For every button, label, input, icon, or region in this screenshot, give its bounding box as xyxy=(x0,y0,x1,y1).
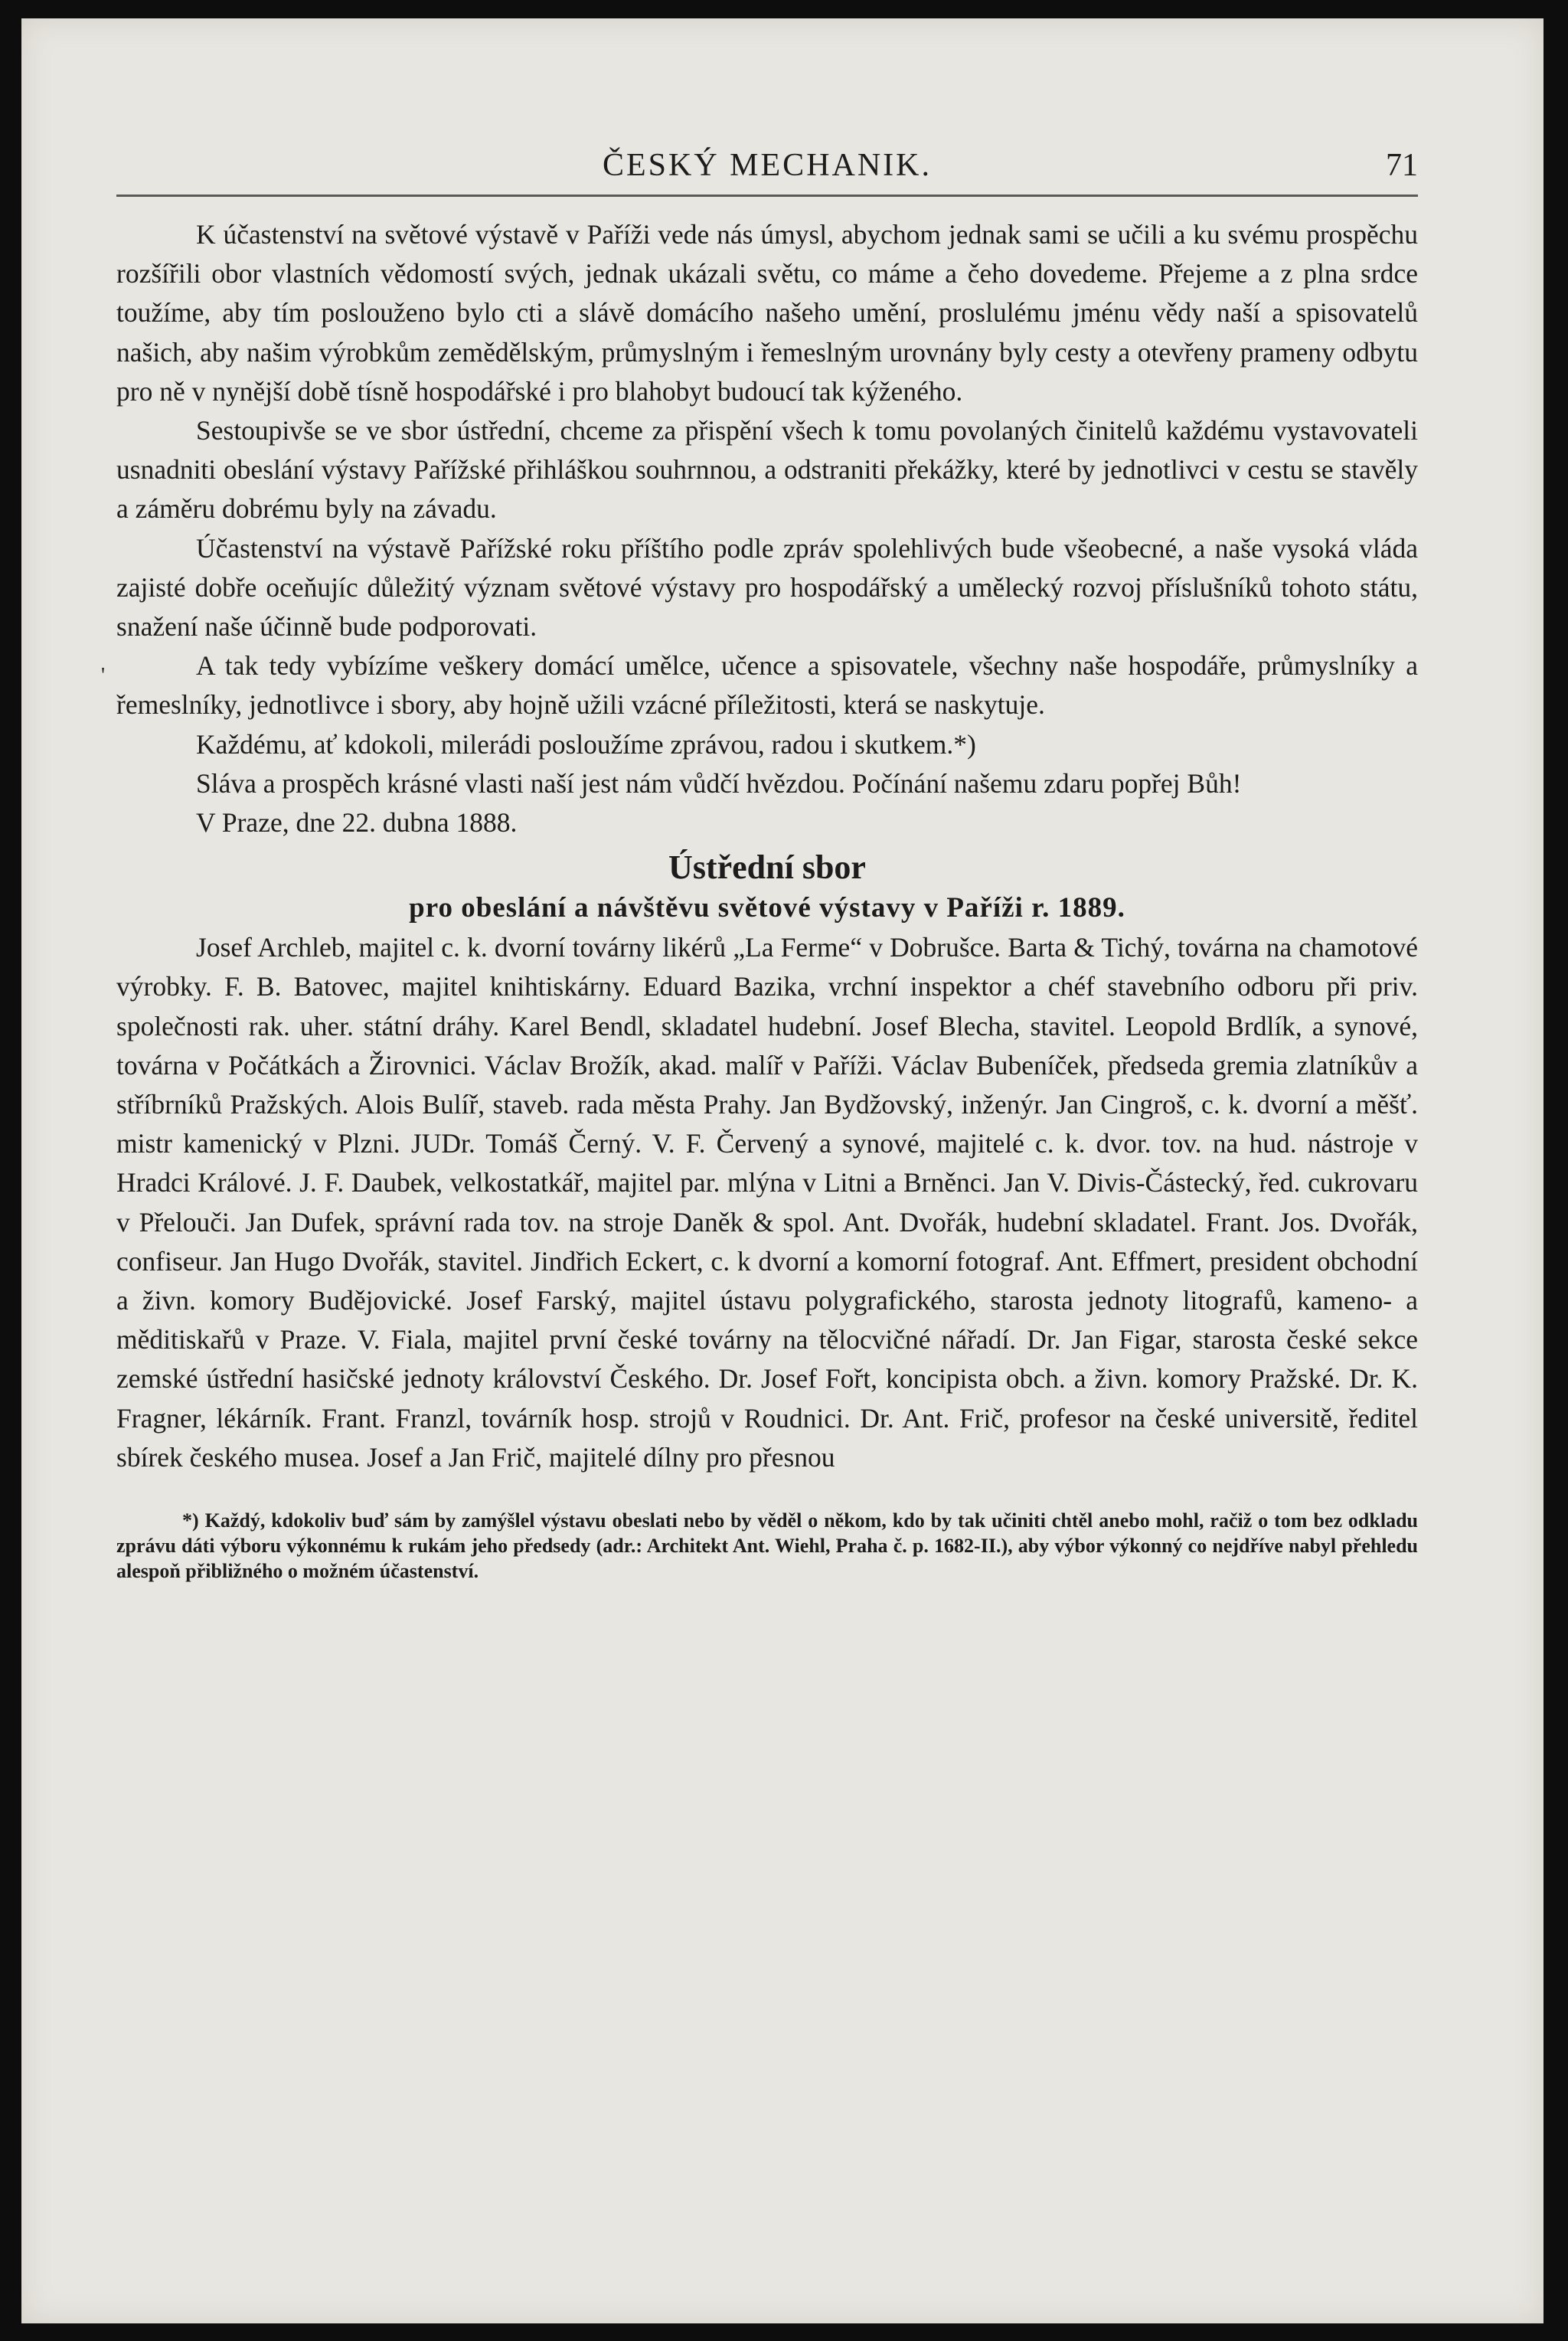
article-body xyxy=(116,215,1418,1477)
paragraph: Každému, ať kdokoli, milerádi posloužíme zprávou, radou i skutkem.*) xyxy=(196,728,976,760)
footnote: *) Každý, kdokoliv buď sám by zamýšlel výstavu obeslati nebo by věděl o někom, kdo by tak učiniti chtěl anebo mohl, račiž o tom bez odkladu zprávu dáti výboru výkonnému k rukám jeho předsedy (adr.: Architekt Ant. Wiehl, Praha č. p. 1682-II.), aby výbor výkonný co nejdříve nabyl přehledu alespoň přibližného o možném účastenství. xyxy=(116,1509,1418,1583)
running-head xyxy=(116,141,1418,197)
paragraph: K účastenství na světové výstavě v Paříži vede nás úmysl, abychom jednak sami se učili a ku svému prospěchu rozšířili obor vlastních vědomostí svých, jednak ukázali světu, co máme a čeho dovedeme. Přejeme a z plna srdce toužíme, aby tím poslouženo bylo cti a slávě domácího našeho umění, proslulému jménu vědy naší a spisovatelů našich, aby našim výrobkům zemědělským, průmyslným i řemeslným urovnány byly cesty a otevřeny prameny odbytu pro ně v nynější době tísně hospodářské i pro blahobyt budoucí tak kýženého. xyxy=(116,219,1418,407)
book-page xyxy=(21,18,1544,2323)
paragraph: Sláva a prospěch krásné vlasti naší jest nám vůdčí hvězdou. Počínání našemu zdaru popřej Bůh! xyxy=(196,767,1242,799)
section-heading: Ústřední sbor xyxy=(668,848,866,887)
paragraph: Sestoupivše se ve sbor ústřední, chceme za přispění všech k tomu povolaných činitelů každému vystavovateli usnadniti obeslání výstavy Pařížské přihláškou souhrnnou, a odstraniti překážky, které by jednotlivci v cestu se stavěly a záměru dobrému byly na závadu. xyxy=(116,415,1418,525)
paragraph: Účastenství na výstavě Pařížské roku příštího podle zpráv spolehlivých bude všeobecné, a naše vysoká vláda zajisté dobře oceňujíc důležitý význam světové výstavy pro hospodářský a umělecký rozvoj příslušníků tohoto státu, snažení naše účinně bude podporovati. xyxy=(116,532,1418,642)
date-line: V Praze, dne 22. dubna 1888. xyxy=(196,807,518,839)
member-list: Josef Archleb, majitel c. k. dvorní továrny likérů „La Ferme“ v Dobrušce. Barta & Tichý, továrna na chamotové výrobky. F. B. Batovec, majitel knihtiskárny. Eduard Bazika, vrchní inspektor a chéf stavebního odboru při priv. společnosti rak. uher. státní dráhy. Karel Bendl, skladatel hudební. Josef Blecha, stavitel. Leopold Brdlík, a synové, továrna v Počátkách a Žirovnici. Václav Brožík, akad. malíř v Paříži. Václav Bubeníček, předseda gremia zlatníkův a stříbrníků Pražských. Alois Bulíř, staveb. rada města Prahy. Jan Bydžovský, inženýr. Jan Cingroš, c. k. dvorní a měšť. mistr kamenický v Plzni. JUDr. Tomáš Černý. V. F. Červený a synové, majitelé c. k. dvor. tov. na hud. nástroje v Hradci Králové. J. F. Daubek, velkostatkář, majitel par. mlýna v Litni a Brněnci. Jan V. Divis-Částecký, řed. cukrovaru v Přelouči. Jan Dufek, správní rada tov. na stroje Daněk & spol. Ant. Dvořák, hudební skladatel. Frant. Jos. Dvořák, confiseur. Jan Hugo Dvořák, stavitel. Jindřich Eckert, c. k dvorní a komorní fotograf. Ant. Effmert, president obchodní a živn. komory Budějovické. Josef Farský, majitel ústavu polygrafického, starosta jednoty litografů, kameno- a měditiskařů v Praze. V. Fiala, majitel první české továrny na tělocvičné nářadí. Dr. Jan Figar, starosta české sekce zemské ústřední hasičské jednoty království Českého. Dr. Josef Fořt, koncipista obch. a živn. komory Pražské. Dr. K. Fragner, lékárník. Frant. Franzl, továrník hosp. strojů v Roudnici. Dr. Ant. Frič, profesor na české universitě, ředitel sbírek českého musea. Josef a Jan Frič, majitelé dílny pro přesnou xyxy=(116,932,1418,1473)
margin-mark: ' xyxy=(101,664,106,688)
section-subheading: pro obeslání a návštěvu světové výstavy v Paříži r. 1889. xyxy=(409,892,1125,924)
page-number: 71 xyxy=(1386,148,1418,183)
running-title: ČESKÝ MECHANIK. xyxy=(602,148,932,183)
page-content xyxy=(116,141,1418,1584)
paragraph: A tak tedy vybízíme veškery domácí umělce, učence a spisovatele, všechny naše hospodáře, průmyslníky a řemeslníky, jednotlivce i sbory, aby hojně užili vzácné příležitosti, která se naskytuje. xyxy=(116,650,1418,721)
